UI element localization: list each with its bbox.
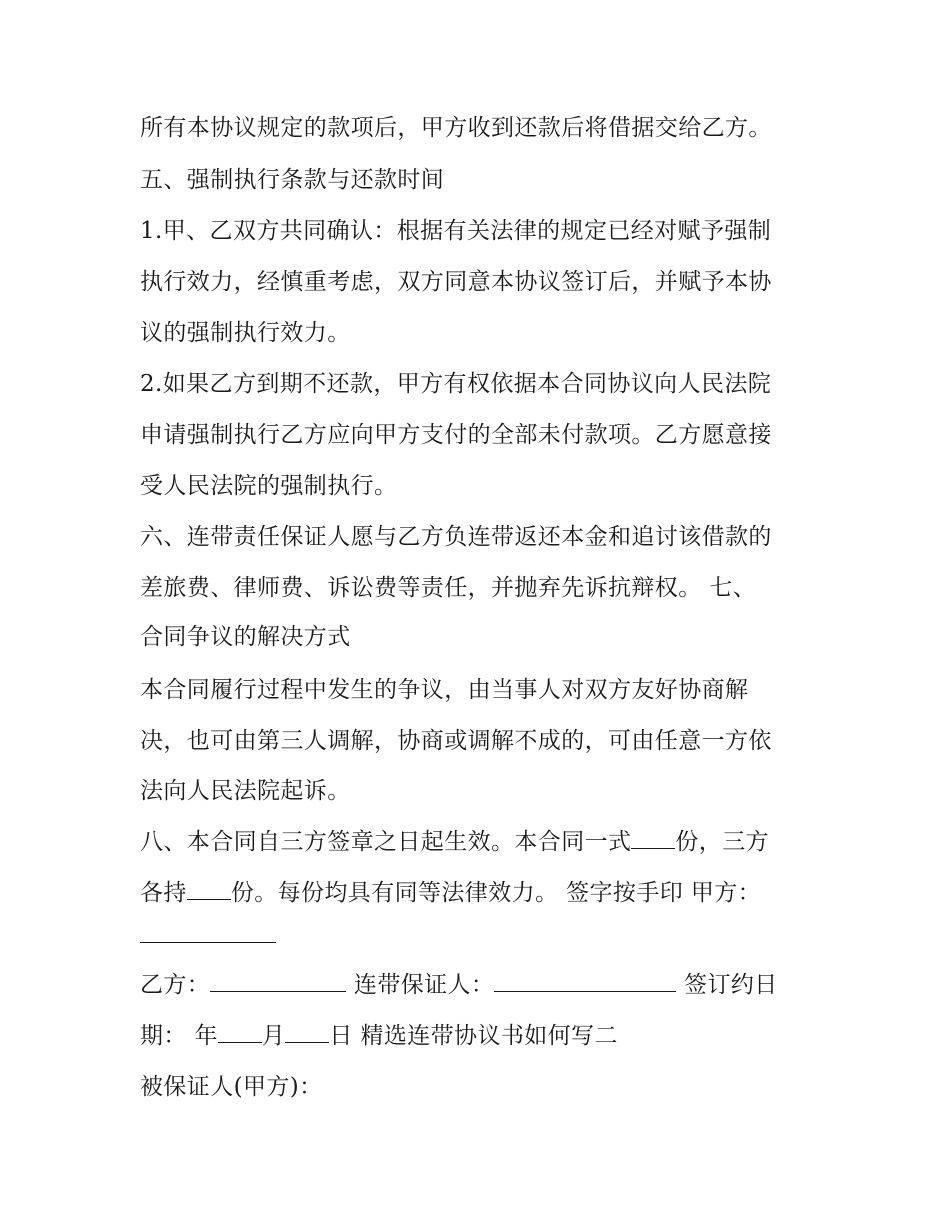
text-line: 差旅费、律师费、诉讼费等责任，并抛弃先诉抗辩权。 七、 xyxy=(140,575,757,601)
clause-8-text: 八、本合同自三方签章之日起生效。本合同一式 xyxy=(140,829,632,855)
party-b-label: 乙方： xyxy=(140,972,211,998)
section-heading-7: 合同争议的解决方式 xyxy=(140,624,351,650)
guarantor-signature-blank xyxy=(494,969,676,992)
text-line: 执行效力，经慎重考虑，双方同意本协议签订后，并赋予本协 xyxy=(140,269,772,295)
party-a-signature-line xyxy=(140,920,830,952)
text-line: 2.如果乙方到期不还款，甲方有权依据本合同协议向人民法院 xyxy=(140,371,772,397)
text-line: 本合同履行过程中发生的争议，由当事人对双方友好协商解 xyxy=(140,677,749,703)
text-line: 受人民法院的强制执行。 xyxy=(140,473,398,499)
party-a-signature-blank xyxy=(140,920,276,943)
signature-line xyxy=(140,969,830,1001)
month-label: 月 xyxy=(261,1023,286,1049)
text-line: 决，也可由第三人调解，协商或调解不成的，可由任意一方依 xyxy=(140,728,772,754)
copies-total-blank xyxy=(631,826,675,849)
month-blank xyxy=(218,1020,262,1043)
text-line: 1.甲、乙双方共同确认：根据有关法律的规定已经对赋予强制 xyxy=(140,218,772,244)
clause-8-text: 份。每份均具有同等法律效力。 签字按手印 甲方： xyxy=(230,880,762,906)
date-line xyxy=(140,1020,830,1052)
day-label: 日 精选连带协议书如何写二 xyxy=(329,1023,618,1049)
section-heading-5: 五、强制执行条款与还款时间 xyxy=(140,167,445,193)
text-line: 所有本协议规定的款项后，甲方收到还款后将借据交给乙方。 xyxy=(140,115,772,141)
clause-8-text: 份，三方 xyxy=(675,829,770,855)
clause-8-line xyxy=(140,826,830,858)
text-line: 法向人民法院起诉。 xyxy=(140,778,351,804)
sign-date-label: 签订约日 xyxy=(676,972,778,998)
text-line: 议的强制执行效力。 xyxy=(140,320,351,346)
section-heading-6: 六、连带责任保证人愿与乙方负连带返还本金和追讨该借款的 xyxy=(140,524,772,550)
guaranteed-party-line: 被保证人(甲方)： xyxy=(140,1074,323,1100)
day-blank xyxy=(285,1020,329,1043)
text-line: 申请强制执行乙方应向甲方支付的全部未付款项。乙方愿意接 xyxy=(140,422,772,448)
copies-each-blank xyxy=(187,877,231,900)
date-prefix: 期： 年 xyxy=(140,1023,218,1049)
clause-8-line xyxy=(140,877,830,909)
clause-8-text: 各持 xyxy=(140,880,187,906)
guarantor-label: 连带保证人： xyxy=(346,972,495,998)
party-b-signature-blank xyxy=(210,969,346,992)
